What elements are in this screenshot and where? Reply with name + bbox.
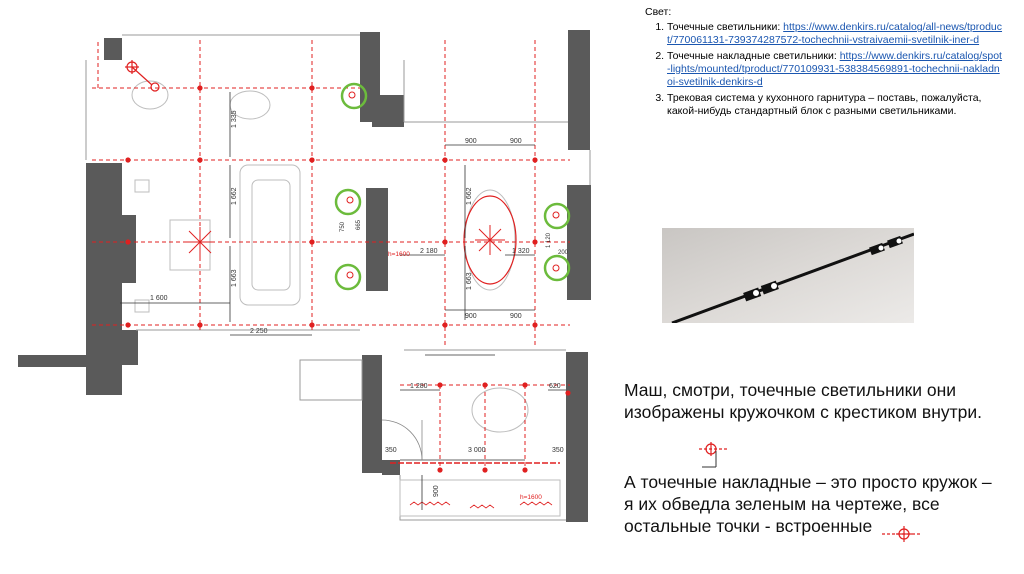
dim-750: 750 — [340, 221, 346, 232]
notes-item-1 — [667, 21, 1005, 47]
dim-620: 620 — [549, 383, 561, 390]
wave-lines — [410, 502, 552, 508]
dim-200: 200 — [558, 250, 569, 256]
note-paragraph-1: Маш, смотри, точечные светильники они изображены кружочком с крестиком внутри. — [624, 380, 983, 422]
height-label-b: h=1600 — [520, 494, 542, 501]
chandelier-dining — [475, 225, 505, 255]
dim-350: 350 — [385, 447, 397, 454]
notes-item-2-text: Точечные накладные светильники: — [667, 50, 840, 62]
builtin-lights — [125, 85, 570, 472]
notes-item-1-text: Точечные светильники: — [667, 21, 784, 33]
dim-1663: 1 663 — [231, 269, 238, 287]
dim-900-e: 900 — [433, 485, 440, 497]
dim-1120: 1 120 — [546, 232, 552, 248]
door-arcs — [382, 420, 422, 460]
notes-heading: Свет: — [645, 6, 672, 18]
dim-900-b: 900 — [510, 138, 522, 145]
dim-900-d: 900 — [510, 313, 522, 320]
dim-1663-b: 1 663 — [466, 272, 473, 290]
dim-1280: 1 280 — [410, 383, 428, 390]
dimension-lines — [120, 92, 566, 510]
dim-1320: 1 320 — [512, 248, 530, 255]
notes-item-1-link[interactable]: https://www.denkirs.ru/catalog/all-news/tproduct/770061131-739374287572-tochechnii-vstraivaemii-svetilnik-iner-d — [667, 21, 1003, 46]
dim-1335: 1 335 — [231, 110, 238, 128]
dim-1662: 1 662 — [231, 187, 238, 205]
spot-symbol-icon — [697, 437, 733, 469]
note-paragraph-2: А точечные накладные – это просто кружок – я их обведла зеленым на чертеже, все остальные точки - встроенные — [624, 472, 992, 536]
notes-item-2-link[interactable]: https://www.denkirs.ru/catalog/spot-lights/mounted/tproduct/770109931-538384569891-tochechnii-nakladnoi-svetilnik-denkirs-d — [667, 50, 1002, 88]
dim-1662-b: 1 662 — [466, 187, 473, 205]
spot-symbol-corner — [125, 60, 159, 91]
furniture — [132, 81, 560, 516]
dim-2180: 2 180 — [420, 248, 438, 255]
track-system-photo — [662, 228, 914, 323]
dim-665: 665 — [356, 219, 362, 230]
dim-900-c: 900 — [465, 313, 477, 320]
dim-900-a: 900 — [465, 138, 477, 145]
height-label-a: h=1600 — [388, 251, 410, 258]
notes-list — [645, 21, 1005, 118]
builtin-spot-symbol-icon — [880, 518, 924, 550]
notes-item-3-text: Трековая система у кухонного гарнитура – поставь, пожалуйста, какой-нибудь стандартный блок с разными светильниками. — [667, 92, 982, 117]
dim-2250: 2 250 — [250, 328, 268, 335]
dim-350-b: 350 — [552, 447, 564, 454]
wall-outlines — [86, 35, 590, 520]
dim-3000: 3 000 — [468, 447, 486, 454]
notes-item-2 — [667, 50, 1005, 89]
dim-1600: 1 600 — [150, 295, 168, 302]
lighting-notes — [645, 6, 1005, 121]
notes-item-3 — [667, 92, 1005, 118]
chandelier-living — [185, 227, 215, 257]
